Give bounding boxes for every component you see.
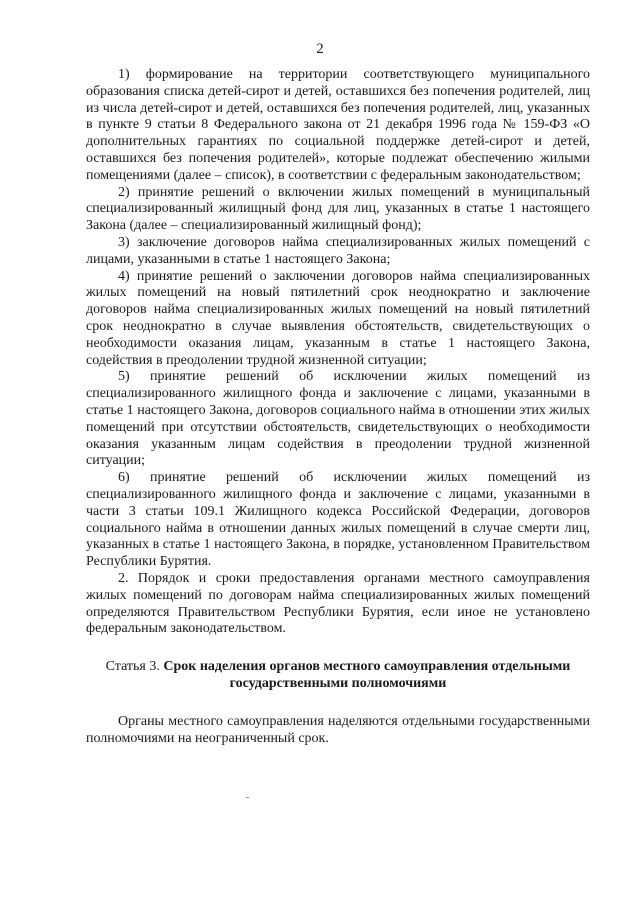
list-item: 3) заключение договоров найма специализированных жилых помещений с лицами, указанными в статье 1 настоящего Закона; [86,234,590,267]
article-heading [86,658,590,692]
list-item: 4) принятие решений о заключении договоров найма специализированных жилых помещений на новый пятилетний срок неоднократно и заключение договоров найма специализированных жилых помещений на новый пятилетний срок неоднократно в случае выявления обстоятельств, свидетельствующих о необходимости оказания лицам, указанным в статье 1 настоящего Закона, содействия в преодолении трудной жизненной ситуации; [86,268,590,368]
scan-speck [246,797,249,798]
list-item: 5) принятие решений об исключении жилых помещений из специализированного жилищного фонда и заключение с лицами, указанными в статье 1 настоящего Закона, договоров социального найма в отношении этих жилых помещений при отсутствии обстоятельств, свидетельствующих о необходимости оказания указанным лицам содействия в преодолении трудной жизненной ситуации; [86,369,590,469]
list-item: 1) формирование на территории соответствующего муниципального образования списка детей-сирот и детей, оставшихся без попечения родителей, лиц из числа детей-сирот и детей, оставшихся без попечения родителей, лиц, указанных в пункте 9 статьи 8 Федерального закона от 21 декабря 1996 года № 159-ФЗ «О дополнительных гарантиях по социальной поддержке детей-сирот и детей, оставшихся без попечения родителей», которые подлежат обеспечению жилыми помещениями (далее – список), в соответствии с федеральным законодательством; [86,67,590,183]
article-title: Срок наделения органов местного самоуправления отдельными государственными полномочиями [163,659,571,692]
list-item: 2) принятие решений о включении жилых помещений в муниципальный специализированный жилищный фонд для лиц, указанных в статье 1 настоящего Закона (далее – специализированный жилищный фонд); [86,184,590,234]
paragraph: Органы местного самоуправления наделяются отдельными государственными полномочиями на неограниченный срок. [86,714,590,746]
article-number: Статья 3. [105,659,160,675]
paragraph: 2. Порядок и сроки предоставления органами местного самоуправления жилых помещений по договорам найма специализированных жилых помещений определяются Правительством Республики Бурятия, если иное не установлено федеральным законодательством. [86,570,590,637]
page-number: 2 [316,41,324,57]
document-body [86,67,590,748]
list-item: 6) принятие решений об исключении жилых помещений из специализированного жилищного фонда и заключение с лицами, указанными в части 3 статьи 109.1 Жилищного кодекса Российской Федерации, договоров социального найма в отношении данных жилых помещений в случае смерти лиц, указанных в статье 1 настоящего Закона, в порядке, установленном Правительством Республики Бурятия. [86,470,590,570]
